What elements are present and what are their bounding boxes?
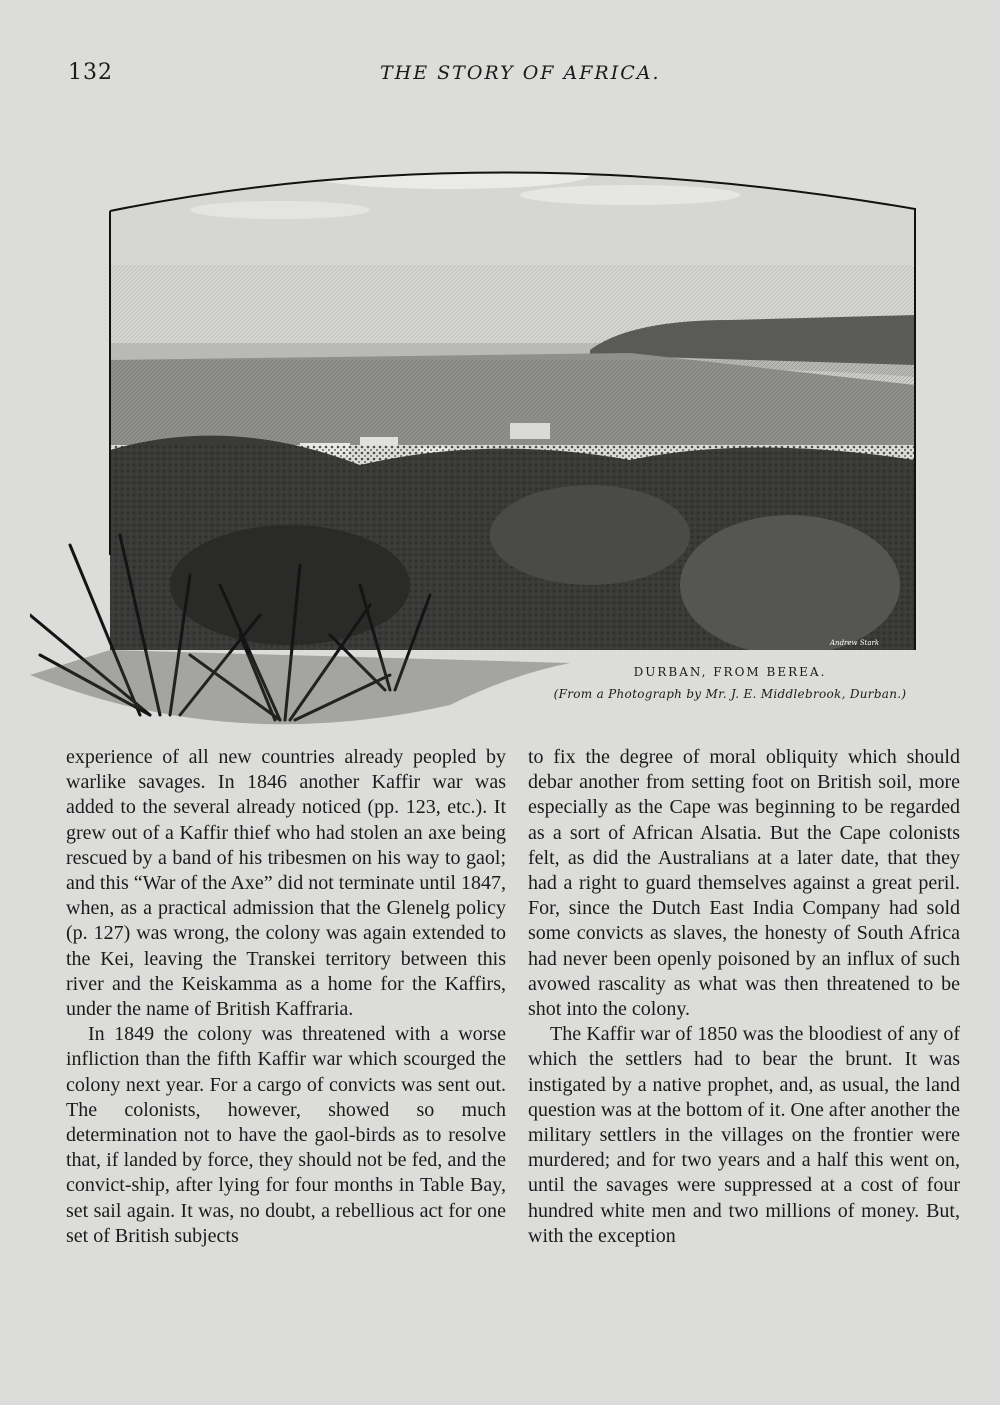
running-head: THE STORY OF AFRICA.: [380, 62, 661, 84]
page-number: 132: [68, 60, 113, 85]
right-text-column: [528, 745, 960, 1249]
paragraph: In 1849 the colony was threatened with a worse infliction than the fifth Kaffir war which scourged the colony next year. For a cargo of convicts was sent out. The colonists, however, showed so much determination not to have the gaol-birds as to resolve that, if landed by force, they should not be fed, and the convict-ship, after lying for four months in Table Bay, set sail again. It was, no doubt, a rebellious act for one set of British subjects: [66, 1023, 506, 1247]
caption-credit: (From a Photograph by Mr. J. E. Middlebrook, Durban.): [553, 687, 907, 701]
engraver-signature: Andrew Stark: [830, 639, 880, 647]
paragraph: experience of all new countries already peopled by warlike savages. In 1846 another Kaffir war was added to the several already noticed (pp. 123, etc.). It grew out of a Kaffir thief who had stolen an axe being rescued by a band of his tribesmen on his way to gaol; and this “War of the Axe” did not terminate until 1847, when, as a practical admission that the Glenelg policy (p. 127) was wrong, the colony was again extended to the Kei, leaving the Transkei territory between this river and the Keiskamma as a home for the Kaffirs, under the name of British Kaffraria.: [66, 746, 506, 1021]
figure-caption: [520, 665, 940, 701]
paragraph: to fix the degree of moral obliquity which should debar another from setting foot on British soil, more especially as the Cape was beginning to be regarded as a sort of African Alsatia. But the Cape colonists felt, as did the Australians at a later date, that they had a right to guard themselves against a great peril. For, since the Dutch East India Company had sold some convicts as slaves, the honesty of South Africa had never been openly poisoned by an influx of such avowed rascality as what was then threatened to be shot into the colony.: [528, 746, 960, 1021]
left-text-column: [66, 745, 506, 1249]
durban-engraving: [30, 115, 930, 735]
page-header: [0, 60, 1000, 90]
paragraph: The Kaffir war of 1850 was the bloodiest of any of which the settlers had to bear the brunt. It was instigated by a native prophet, and, as usual, the land question was at the bottom of it. One after another the military settlers in the villages on the frontier were murdered; and for two years and a half this went on, until the savages were suppressed at a cost of four hundred white men and two millions of money. But, with the exception: [528, 1023, 960, 1247]
caption-title: DURBAN, FROM BEREA.: [633, 665, 827, 679]
